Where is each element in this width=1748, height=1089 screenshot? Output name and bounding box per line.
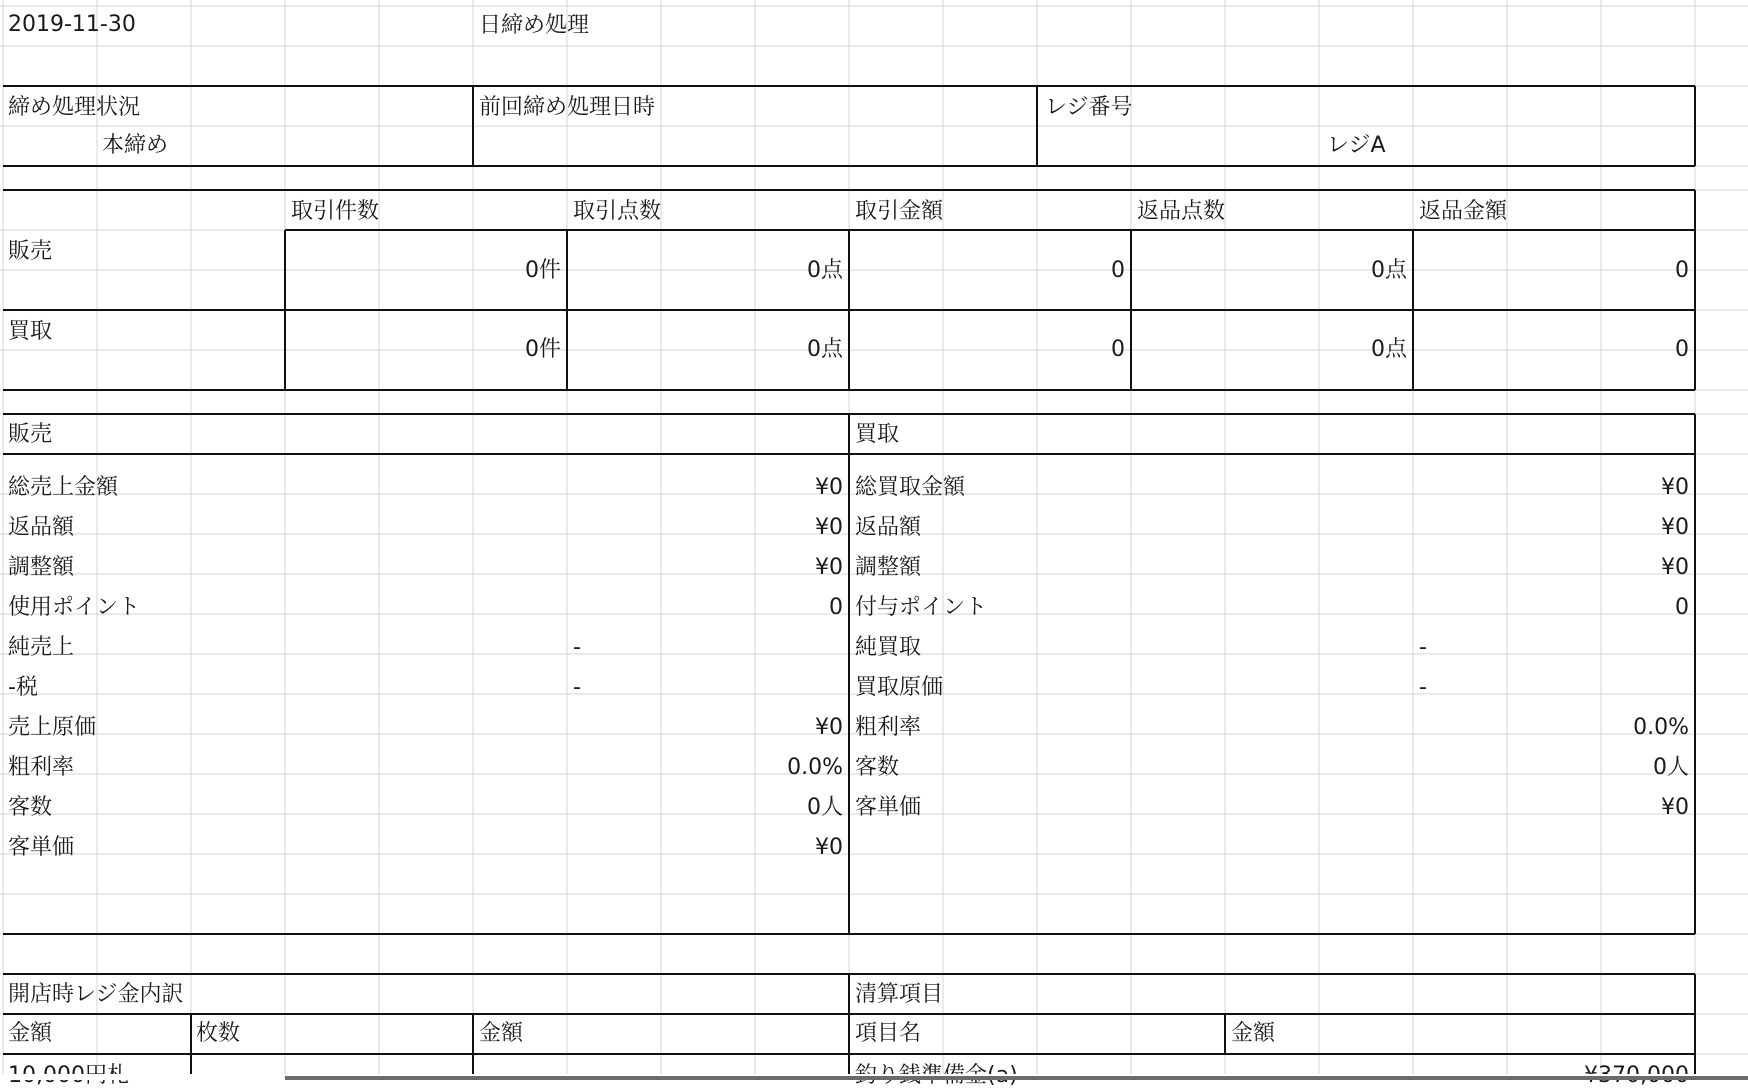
purchase-row-value[interactable]: ¥0 xyxy=(1661,515,1689,540)
sales-row-label[interactable]: 純売上 xyxy=(8,635,75,660)
sales-row-value[interactable]: ¥0 xyxy=(815,835,843,860)
purchase-row-label[interactable]: 純買取 xyxy=(855,635,922,660)
sales-row-value[interactable]: 0.0% xyxy=(787,755,843,780)
settlement-header-item[interactable]: 項目名 xyxy=(855,1021,922,1046)
summary-cell[interactable]: 0 xyxy=(1111,337,1125,362)
summary-header-return-items[interactable]: 返品点数 xyxy=(1137,199,1226,224)
purchase-row-label[interactable]: 返品額 xyxy=(855,515,922,540)
summary-cell[interactable]: 0点 xyxy=(1371,258,1407,283)
purchase-row-value[interactable]: 0 xyxy=(1675,595,1689,620)
sales-row-label[interactable]: 使用ポイント xyxy=(8,595,141,620)
report-title[interactable]: 日締め処理 xyxy=(479,13,590,38)
summary-cell[interactable]: 0点 xyxy=(807,258,843,283)
sales-row-value[interactable]: ¥0 xyxy=(815,475,843,500)
register-number-value[interactable]: レジA xyxy=(1327,133,1386,158)
sales-section-title[interactable]: 販売 xyxy=(8,422,53,447)
summary-cell[interactable]: 0 xyxy=(1111,258,1125,283)
summary-header-return-amount[interactable]: 返品金額 xyxy=(1419,199,1508,224)
summary-header-items[interactable]: 取引点数 xyxy=(573,199,662,224)
cash-header-denomination[interactable]: 金額 xyxy=(8,1021,53,1046)
report-date[interactable]: 2019-11-30 xyxy=(8,12,136,37)
sales-row-label[interactable]: 調整額 xyxy=(8,555,75,580)
sales-row-value[interactable]: ¥0 xyxy=(815,555,843,580)
sales-row-dash[interactable]: - xyxy=(573,635,581,660)
cash-header-amount[interactable]: 金額 xyxy=(479,1021,524,1046)
sales-row-dash[interactable]: - xyxy=(573,675,581,700)
sales-row-label[interactable]: 客単価 xyxy=(8,835,75,860)
settlement-title[interactable]: 清算項目 xyxy=(855,982,944,1007)
summary-header-transactions[interactable]: 取引件数 xyxy=(291,199,380,224)
previous-closing-label[interactable]: 前回締め処理日時 xyxy=(479,95,656,120)
purchase-row-label[interactable]: 付与ポイント xyxy=(855,595,988,620)
purchase-row-label[interactable]: 客単価 xyxy=(855,795,922,820)
purchase-row-label[interactable]: 客数 xyxy=(855,755,900,780)
sales-row-label[interactable]: 客数 xyxy=(8,795,53,820)
purchase-row-value[interactable]: 0人 xyxy=(1653,755,1689,780)
summary-cell[interactable]: 0件 xyxy=(525,337,561,362)
summary-cell[interactable]: 0 xyxy=(1675,337,1689,362)
purchase-row-label[interactable]: 調整額 xyxy=(855,555,922,580)
settlement-header-amount[interactable]: 金額 xyxy=(1231,1021,1276,1046)
summary-cell[interactable]: 0件 xyxy=(525,258,561,283)
purchase-row-label[interactable]: 総買取金額 xyxy=(855,475,966,500)
purchase-row-value[interactable]: ¥0 xyxy=(1661,555,1689,580)
summary-row-label-sales[interactable]: 販売 xyxy=(8,239,53,264)
horizontal-scrollbar[interactable] xyxy=(0,1074,1748,1080)
sales-row-label[interactable]: 売上原価 xyxy=(8,715,97,740)
sales-row-value[interactable]: ¥0 xyxy=(815,515,843,540)
purchase-row-value[interactable]: 0.0% xyxy=(1633,715,1689,740)
sales-row-value[interactable]: ¥0 xyxy=(815,715,843,740)
summary-cell[interactable]: 0点 xyxy=(1371,337,1407,362)
summary-cell[interactable]: 0 xyxy=(1675,258,1689,283)
summary-cell[interactable]: 0点 xyxy=(807,337,843,362)
sales-row-label[interactable]: 総売上金額 xyxy=(8,475,119,500)
purchase-row-label[interactable]: 買取原価 xyxy=(855,675,944,700)
opening-cash-title[interactable]: 開店時レジ金内訳 xyxy=(8,982,184,1007)
sales-row-label[interactable]: -税 xyxy=(8,675,38,700)
summary-row-label-purchase[interactable]: 買取 xyxy=(8,319,53,344)
purchase-row-label[interactable]: 粗利率 xyxy=(855,715,922,740)
sales-row-label[interactable]: 粗利率 xyxy=(8,755,75,780)
sales-row-value[interactable]: 0 xyxy=(829,595,843,620)
cash-header-count[interactable]: 枚数 xyxy=(196,1021,241,1046)
closing-status-label[interactable]: 締め処理状況 xyxy=(8,95,141,120)
sales-row-value[interactable]: 0人 xyxy=(807,795,843,820)
purchase-row-dash[interactable]: - xyxy=(1419,675,1427,700)
purchase-row-value[interactable]: ¥0 xyxy=(1661,795,1689,820)
sales-row-label[interactable]: 返品額 xyxy=(8,515,75,540)
purchase-section-title[interactable]: 買取 xyxy=(855,422,900,447)
register-number-label[interactable]: レジ番号 xyxy=(1045,95,1133,120)
scrollbar-thumb[interactable] xyxy=(285,1076,1748,1080)
closing-status-value[interactable]: 本締め xyxy=(102,133,169,158)
purchase-row-value[interactable]: ¥0 xyxy=(1661,475,1689,500)
purchase-row-dash[interactable]: - xyxy=(1419,635,1427,660)
summary-header-amount[interactable]: 取引金額 xyxy=(855,199,944,224)
